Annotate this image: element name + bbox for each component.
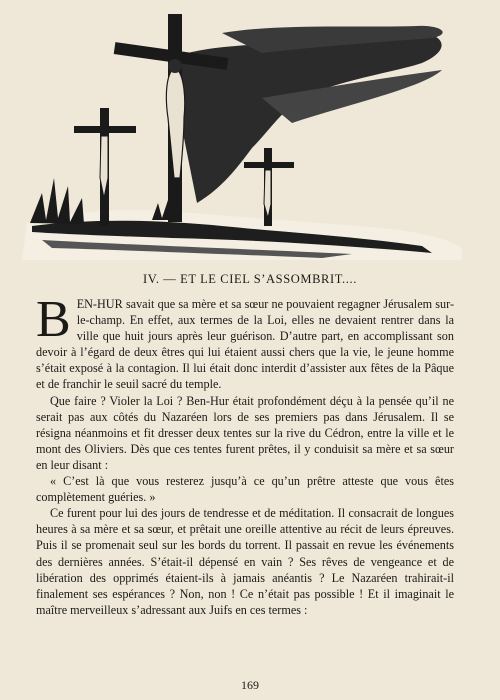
paragraph-4: Ce furent pour lui des jours de tendresse et de méditation. Il consacrait de longues heures à sa mère et sa sœur, et prêtait une oreille attentive au récit de leurs épreuves. Puis il se promenait seul sur les bords du torrent. Il passait en revue les événements des dernières années. S’était-il dépensé en vain ? Ses rêves de vengeance et de libération des opprimés étaient-ils à jamais anéantis ? Le Nazaréen trahirait-il finalement ses espérances ? Non, non ! Ce n’était pas possible ! Et il imaginait le maître merveilleux s’adressant aux Juifs en ces termes :: [36, 506, 454, 617]
chapter-body: [36, 291, 454, 618]
smallcaps-lead: EN-HUR: [76, 297, 123, 311]
paragraph-2: Que faire ? Violer la Loi ? Ben-Hur était profondément déçu à la pensée qu’il ne serait pas aux côtés du Nazaréen lors de ses premiers pas dans Jérusalem. Il se résigna néanmoins et fit dresser deux tentes sur la rive du Cédron, entre la ville et le mont des Oliviers. Dès que ces tentes furent prêtes, il y conduisit sa mère et sa sœur en leur disant :: [36, 393, 454, 472]
crucifixion-illustration: [22, 8, 462, 260]
chapter-title: IV. — ET LE CIEL S’ASSOMBRIT....: [143, 272, 357, 286]
paragraph-3: « C’est là que vous resterez jusqu’à ce qu’un prêtre atteste que vous êtes complètement guéries. »: [36, 474, 454, 505]
page-number: 169: [241, 678, 259, 692]
drop-cap: B: [36, 291, 71, 348]
paragraph-1-text: savait que sa mère et sa sœur ne pouvaient regagner Jérusalem sur-le-champ. En effet, aux termes de la Loi, elles ne devaient rentrer dans la ville que huit jours après leur guérison. D’autre part, en accomplissant son devoir à l’égard de deux êtres qui lui étaient aussi chers que la vie, le jeune homme s’était exposé à la contagion. Il lui était donc interdit d’assister aux fêtes de la Pâque et de franchir le seuil sacré du temple.: [36, 297, 454, 392]
paragraph-1: [36, 291, 454, 393]
